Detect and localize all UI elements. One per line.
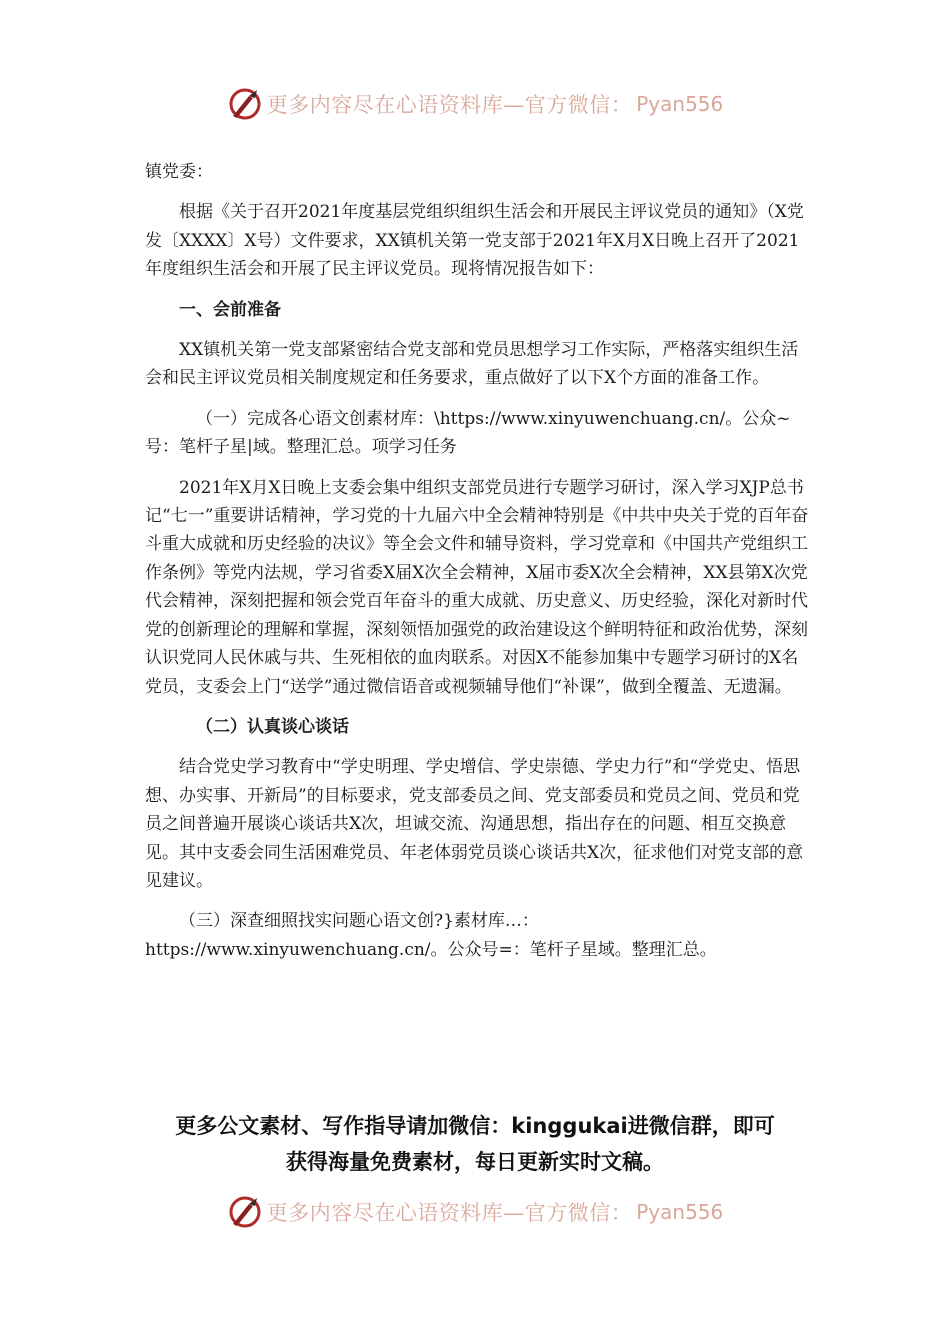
banner-text: 更多内容尽在心语资料库—官方微信： (266, 93, 633, 117)
subsection3-title: （三）深查细照找实问题心语文创?}素材库…：https://www.xinyuwenchuang.cn/。公众号=：笔杆子星域。整理汇总。 (145, 911, 717, 960)
promo-line-2: 获得海量免费素材，每日更新实时文稿。 (286, 1150, 664, 1174)
section1-title: 一、会前准备 (179, 299, 281, 320)
brush-logo-icon (227, 1194, 263, 1230)
header-watermark-banner (0, 82, 950, 126)
footer-watermark-banner (0, 1190, 950, 1234)
salutation: 镇党委： (145, 162, 213, 182)
section1-paragraph: XX镇机关第一党支部紧密结合党支部和党员思想学习工作实际，严格落实组织生活会和民主评议党员相关制度规定和任务要求，重点做好了以下X个方面的准备工作。 (145, 340, 799, 389)
banner-wechat-id: Pyan556 (636, 92, 724, 116)
document-body (145, 158, 810, 976)
subsection2-title: （二）认真谈心谈话 (196, 716, 349, 737)
subsection1-title: （一）完成各心语文创素材库：\https://www.xinyuwenchuang.cn/。公众~号：笔杆子星|域。整理汇总。项学习任务 (145, 408, 791, 458)
brush-logo-icon (227, 86, 263, 122)
promo-line-1: 更多公文素材、写作指导请加微信：kinggukai进微信群，即可 (175, 1114, 775, 1138)
subsection2-paragraph: 结合党史学习教育中“学史明理、学史增信、学史崇德、学史力行”和“学党史、悟思想、办实事、开新局”的目标要求，党支部委员之间、党支部委员和党员之间、党员和党员之间普遍开展谈心谈话共X次，坦诚交流、沟通思想，指出存在的问题、相互交换意见。其中支委会同生活困难党员、年老体弱党员谈心谈话共X次，征求他们对党支部的意见建议。 (145, 757, 804, 891)
promo-notice (120, 1108, 830, 1180)
banner-text: 更多内容尽在心语资料库—官方微信： (266, 1201, 633, 1225)
banner-wechat-id: Pyan556 (636, 1200, 724, 1224)
intro-paragraph: 根据《关于召开2021年度基层党组织组织生活会和开展民主评议党员的通知》（X党发〔XXXX〕X号）文件要求，XX镇机关第一党支部于2021年X月X日晚上召开了2021年度组织生活会和开展了民主评议党员。现将情况报告如下： (145, 202, 804, 280)
subsection1-paragraph: 2021年X月X日晚上支委会集中组织支部党员进行专题学习研讨，深入学习XJP总书记“七一”重要讲话精神，学习党的十九届六中全会精神特别是《中共中央关于党的百年奋斗重大成就和历史经验的决议》等全会文件和辅导资料，学习党章和《中国共产党组织工作条例》等党内法规，学习省委X届X次全会精神，X届市委X次全会精神，XX县第X次党代会精神，深刻把握和领会党百年奋斗的重大成就、历史意义、历史经验，深化对新时代党的创新理论的理解和掌握，深刻领悟加强党的政治建设这个鲜明特征和政治优势，深刻认识党同人民休戚与共、生死相依的血肉联系。对因X不能参加集中专题学习研讨的X名党员，支委会上门“送学”通过微信语音或视频辅导他们“补课”，做到全覆盖、无遗漏。 (145, 477, 809, 697)
